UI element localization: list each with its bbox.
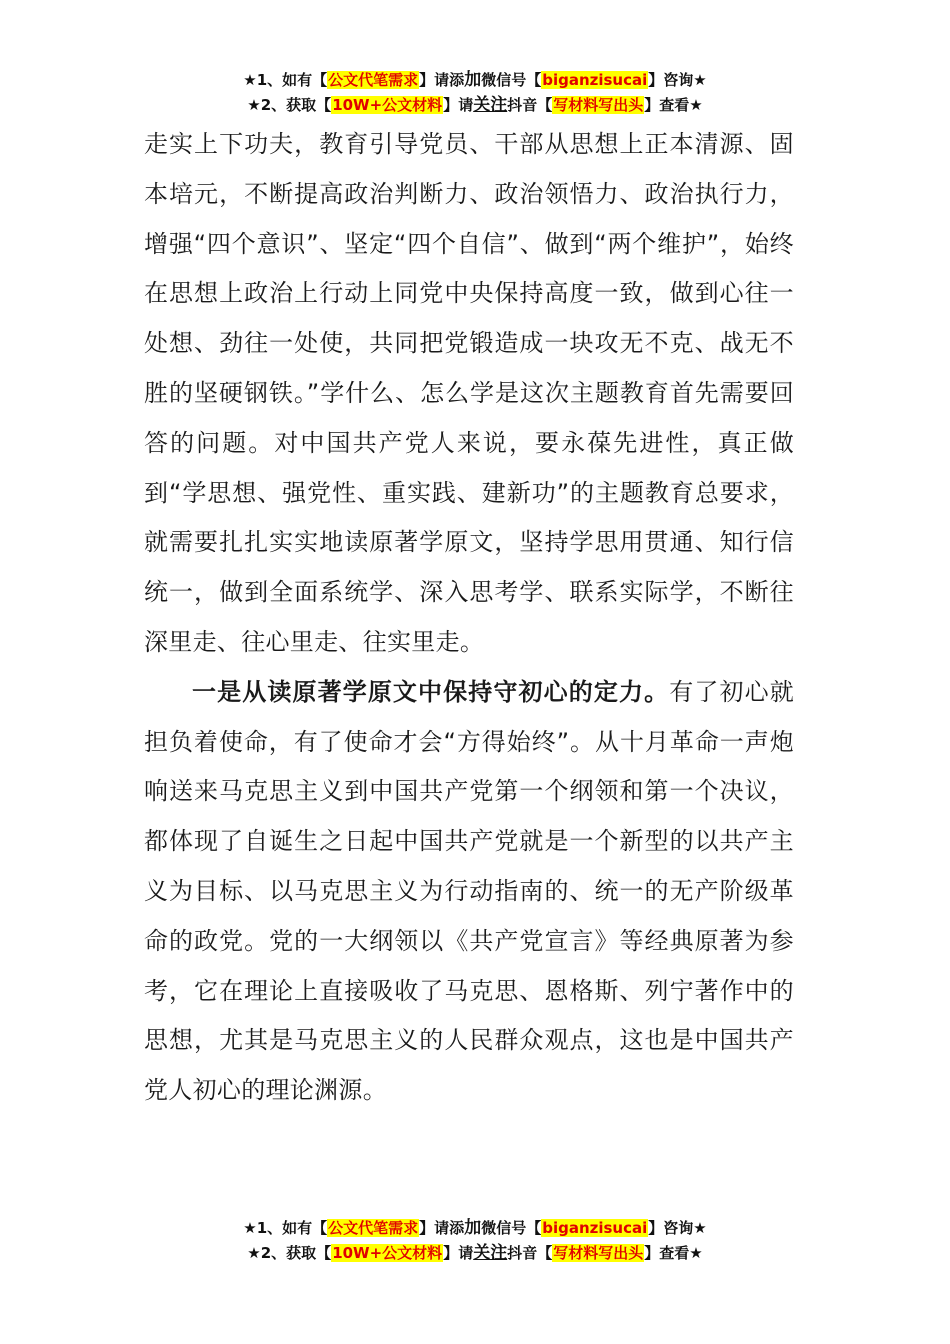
promo-line-2: [0, 93, 950, 118]
footer-promo-banner: [0, 1216, 950, 1266]
document-body: [144, 120, 794, 1116]
promo-text: 微信号【: [481, 1219, 542, 1237]
highlight-writing-service: 公文代笔需求: [328, 71, 419, 89]
promo-text: ★2、获取【: [247, 96, 332, 114]
paragraph-lead-heading: 一是从读原著学原文中保持守初心的定力。: [192, 677, 670, 706]
promo-text: 】咨询★: [648, 1219, 707, 1237]
promo-text: 微信号【: [481, 71, 542, 89]
paragraph-1: 走实上下功夫，教育引导党员、干部从思想上正本清源、固本培元，不断提高政治判断力、政治领悟力、政治执行力，增强“四个意识”、坚定“四个自信”、做到“两个维护”，始终在思想上政治上行动上同党中央保持高度一致，做到心往一处想、劲往一处使，共同把党锻造成一块攻无不克、战无不胜的坚硬钢铁。”学什么、怎么学是这次主题教育首先需要回答的问题。对中国共产党人来说，要永葆先进性，真正做到“学思想、强党性、重实践、建新功”的主题教育总要求，就需要扎扎实实地读原著学原文，坚持学思用贯通、知行信统一，做到全面系统学、深入思考学、联系实际学，不断往深里走、往心里走、往实里走。: [144, 130, 794, 656]
highlight-wechat-id: biganzisucai: [542, 1219, 648, 1237]
header-promo-banner: [0, 68, 950, 118]
emphasis-text: 加: [464, 1218, 482, 1238]
promo-text: 】咨询★: [648, 71, 707, 89]
promo-text: ★2、获取【: [247, 1244, 332, 1262]
promo-line-1: [0, 1216, 950, 1241]
promo-text: 抖音【: [507, 1244, 553, 1262]
highlight-materials: 10W+公文材料: [332, 96, 443, 114]
promo-text: ★1、如有【: [243, 71, 328, 89]
emphasis-text: 关注: [473, 1243, 508, 1263]
highlight-materials: 10W+公文材料: [332, 1244, 443, 1262]
paragraph-2-text: 有了初心就担负着使命，有了使命才会“方得始终”。从十月革命一声炮响送来马克思主义到中国共产党第一个纲领和第一个决议，都体现了自诞生之日起中国共产党就是一个新型的以共产主义为目标、以马克思主义为行动指南的、统一的无产阶级革命的政党。党的一大纲领以《共产党宣言》等经典原著为参考，它在理论上直接吸收了马克思、恩格斯、列宁著作中的思想，尤其是马克思主义的人民群众观点，这也是中国共产党人初心的理论渊源。: [144, 677, 795, 1105]
promo-text: 抖音【: [507, 96, 553, 114]
promo-text: 】请: [443, 1244, 474, 1262]
promo-text: ★1、如有【: [243, 1219, 328, 1237]
highlight-wechat-id: biganzisucai: [542, 71, 648, 89]
promo-text: 】查看★: [644, 1244, 703, 1262]
promo-text: 】查看★: [644, 96, 703, 114]
paragraph-2: [144, 668, 794, 1116]
highlight-douyin-account: 写材料写出头: [553, 1244, 644, 1262]
promo-text: 】请添: [419, 1219, 465, 1237]
emphasis-text: 关注: [473, 95, 508, 115]
promo-text: 】请添: [419, 71, 465, 89]
promo-line-1: [0, 68, 950, 93]
promo-text: 】请: [443, 96, 474, 114]
emphasis-text: 加: [464, 70, 482, 90]
highlight-douyin-account: 写材料写出头: [553, 96, 644, 114]
promo-line-2: [0, 1241, 950, 1266]
highlight-writing-service: 公文代笔需求: [328, 1219, 419, 1237]
